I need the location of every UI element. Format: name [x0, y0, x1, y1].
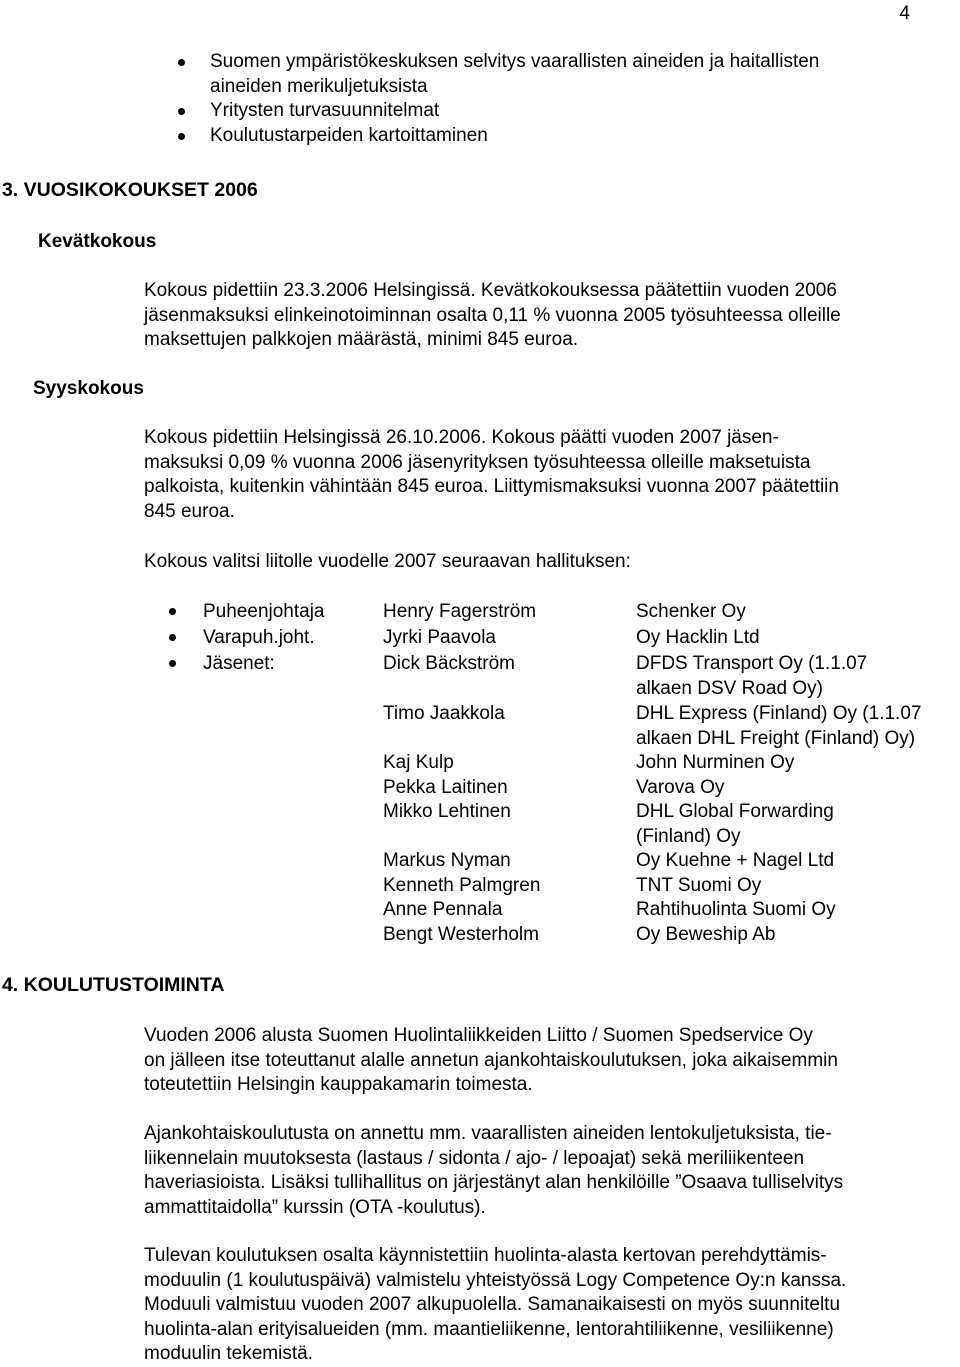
autumn-meeting-heading: Syyskokous: [33, 378, 144, 399]
board-company-cont: (Finland) Oy: [636, 826, 741, 847]
board-company: Oy Beweship Ab: [636, 924, 776, 945]
board-company: Rahtihuolinta Suomi Oy: [636, 899, 836, 920]
board-company: Schenker Oy: [636, 601, 746, 622]
board-company: John Nurminen Oy: [636, 752, 795, 773]
spring-meeting-heading: Kevätkokous: [38, 231, 157, 252]
board-company-cont: alkaen DHL Freight (Finland) Oy): [636, 728, 916, 749]
board-name: Timo Jaakkola: [383, 703, 505, 724]
board-name: Dick Bäckström: [383, 653, 515, 674]
board-company: Oy Kuehne + Nagel Ltd: [636, 850, 835, 871]
board-company: DFDS Transport Oy (1.1.07: [636, 653, 868, 674]
intro-bullet-2: Yritysten turvasuunnitelmat: [210, 99, 819, 124]
intro-bullet-1: Suomen ympäristökeskuksen selvitys vaarallisten aineiden ja haitallisten: [210, 50, 819, 75]
bullet-icon: [169, 660, 176, 667]
board-company: DHL Global Forwarding: [636, 801, 834, 822]
board-company: DHL Express (Finland) Oy (1.1.07: [636, 703, 922, 724]
board-company: Oy Hacklin Ltd: [636, 627, 760, 648]
intro-bullet-1-cont: aineiden merikuljetuksista: [210, 75, 428, 97]
board-name: Kaj Kulp: [383, 752, 454, 773]
board-company: Varova Oy: [636, 777, 725, 798]
bullet-icon: [169, 634, 176, 641]
board-role: Varapuh.joht.: [203, 627, 315, 648]
page-number: 4: [899, 3, 910, 24]
board-name: Henry Fagerström: [383, 601, 537, 622]
section-3-heading: 3. VUOSIKOKOUKSET 2006: [2, 179, 258, 201]
board-company-cont: alkaen DSV Road Oy): [636, 678, 823, 699]
board-intro: Kokous valitsi liitolle vuodelle 2007 seuraavan hallituksen:: [144, 551, 631, 572]
autumn-meeting-text: Kokous pidettiin Helsingissä 26.10.2006. Kokous päätti vuoden 2007 jäsen- maksuksi 0,09 % vuonna 2006 jäsenyrityksen työsuhteessa olleille maksetuista palkoista, kuitenkin vähintään 845 euroa. Liittymismaksuksi vuonna 2007 päätettiin 845 euroa.: [144, 427, 839, 522]
board-name: Pekka Laitinen: [383, 777, 508, 798]
board-name: Kenneth Palmgren: [383, 875, 541, 896]
spring-meeting-text: Kokous pidettiin 23.3.2006 Helsingissä. Kevätkokouksessa päätettiin vuoden 2006 jäsenmaksuksi elinkeinotoiminnan osalta 0,11 % vuonna 2005 työsuhteessa olleille maksettujen palkkojen määrästä, minimi 845 euroa.: [144, 280, 841, 350]
bullet-icon: [169, 608, 176, 615]
board-name: Jyrki Paavola: [383, 627, 496, 648]
board-name: Mikko Lehtinen: [383, 801, 511, 822]
board-role: Jäsenet:: [203, 653, 275, 674]
board-name: Bengt Westerholm: [383, 924, 539, 945]
board-company: TNT Suomi Oy: [636, 875, 762, 896]
board-role: Puheenjohtaja: [203, 601, 325, 622]
training-paragraph-3: Tulevan koulutuksen osalta käynnistettiin huolinta-alasta kertovan perehdyttämis- moduulin (1 koulutuspäivä) valmistelu yhteistyössä Logy Competence Oy:n kanssa. Moduuli valmistuu vuoden 2007 alkupuolella. Samanaikaisesti on myös suunniteltu huolinta-alan erityisalueiden (mm. maantieliikenne, lentorahtiliikenne, vesiliikenne) moduulin tekemistä.: [144, 1245, 847, 1364]
section-4-heading: 4. KOULUTUSTOIMINTA: [2, 974, 225, 996]
training-paragraph-1: Vuoden 2006 alusta Suomen Huolintaliikkeiden Liitto / Suomen Spedservice Oy on jälleen itse toteuttanut alalle annetun ajankohtaiskoulutuksen, joka aikaisemmin toteutettiin Helsingin kauppakamarin toimesta.: [144, 1025, 838, 1095]
intro-bullet-3: Koulutustarpeiden kartoittaminen: [210, 124, 819, 149]
board-name: Markus Nyman: [383, 850, 511, 871]
board-name: Anne Pennala: [383, 899, 503, 920]
training-paragraph-2: Ajankohtaiskoulutusta on annettu mm. vaarallisten aineiden lentokuljetuksista, tie- liikennelain muutoksesta (lastaus / sidonta / ajo- / lepoajat) sekä meriliikenteen haveriasioista. Lisäksi tullihallitus on järjestänyt alan henkilöille ”Osaava tulliselvitys ammattitaidolla” kurssin (OTA -koulutus).: [144, 1123, 844, 1218]
